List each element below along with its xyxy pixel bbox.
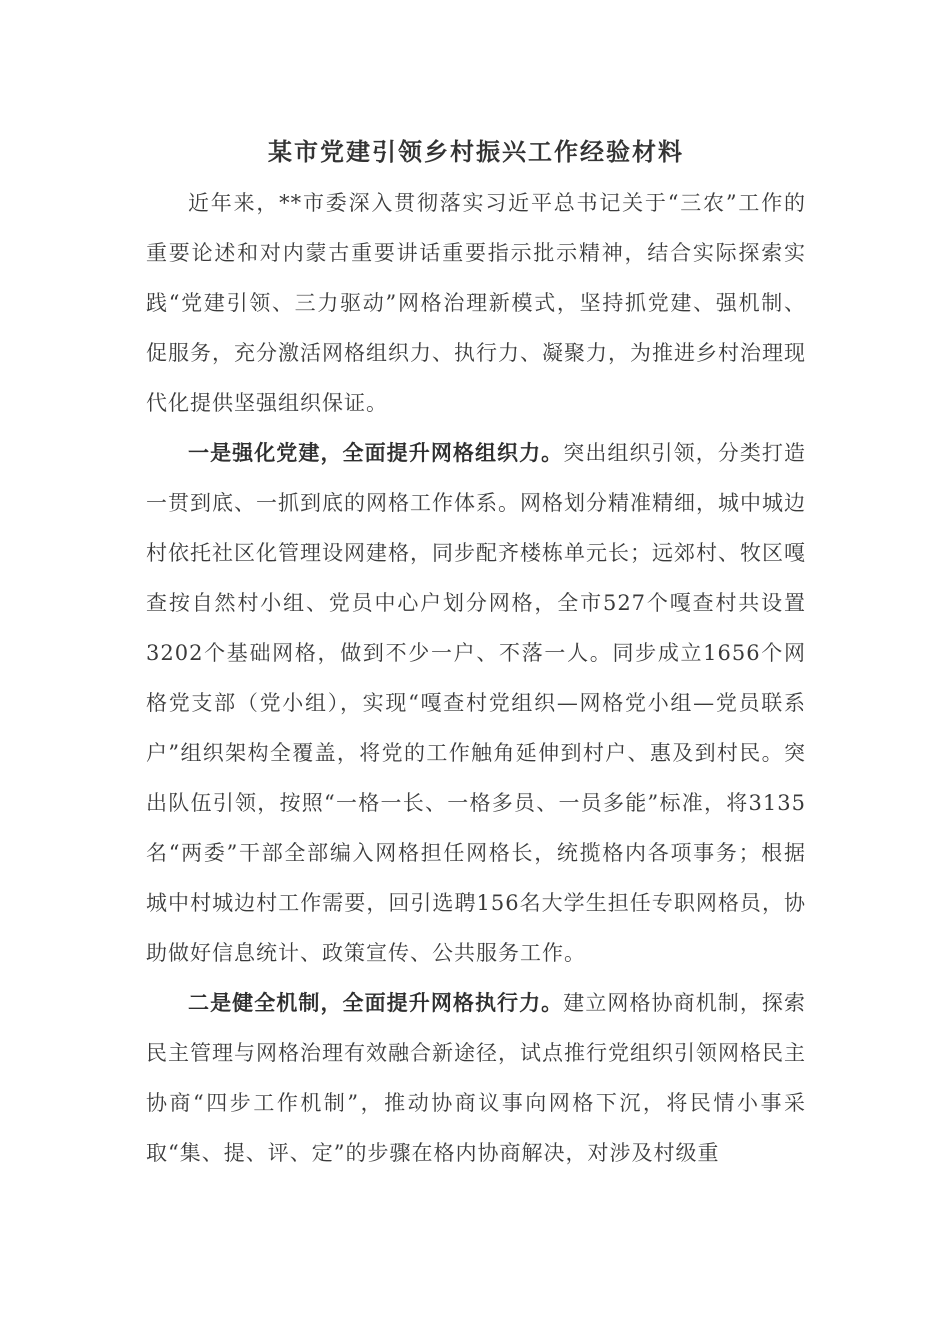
section-2-heading: 二是健全机制，全面提升网格执行力。 bbox=[188, 990, 564, 1015]
section-2-paragraph bbox=[146, 978, 806, 1178]
section-1-heading: 一是强化党建，全面提升网格组织力。 bbox=[188, 440, 564, 465]
document-body bbox=[146, 128, 806, 1178]
intro-paragraph bbox=[146, 178, 806, 428]
document-title: 某市党建引领乡村振兴工作经验材料 bbox=[268, 137, 684, 166]
intro-text: 近年来，**市委深入贯彻落实习近平总书记关于“三农”工作的重要论述和对内蒙古重要讲话重要指示批示精神，结合实际探索实践“党建引领、三力驱动”网格治理新模式，坚持抓党建、强机制、促服务，充分激活网格组织力、执行力、凝聚力，为推进乡村治理现代化提供坚强组织保证。 bbox=[146, 191, 806, 415]
section-1-body: 突出组织引领，分类打造一贯到底、一抓到底的网格工作体系。网格划分精准精细，城中城边村依托社区化管理设网建格，同步配齐楼栋单元长；远郊村、牧区嘎查按自然村小组、党员中心户划分网格，全市527个嘎查村共设置3202个基础网格，做到不少一户、不落一人。同步成立1656个网格党支部（党小组），实现“嘎查村党组织—网格党小组—党员联系户”组织架构全覆盖，将党的工作触角延伸到村户、惠及到村民。突出队伍引领，按照“一格一长、一格多员、一员多能”标准，将3135名“两委”干部全部编入网格担任网格长，统揽格内各项事务；根据城中村城边村工作需要，回引选聘156名大学生担任专职网格员，协助做好信息统计、政策宣传、公共服务工作。 bbox=[146, 441, 807, 965]
section-1-paragraph bbox=[146, 428, 806, 978]
section-2-body: 建立网格协商机制，探索民主管理与网格治理有效融合新途径，试点推行党组织引领网格民主协商“四步工作机制”，推动协商议事向网格下沉，将民情小事采取“集、提、评、定”的步骤在格内协商解决，对涉及村级重 bbox=[146, 991, 807, 1165]
